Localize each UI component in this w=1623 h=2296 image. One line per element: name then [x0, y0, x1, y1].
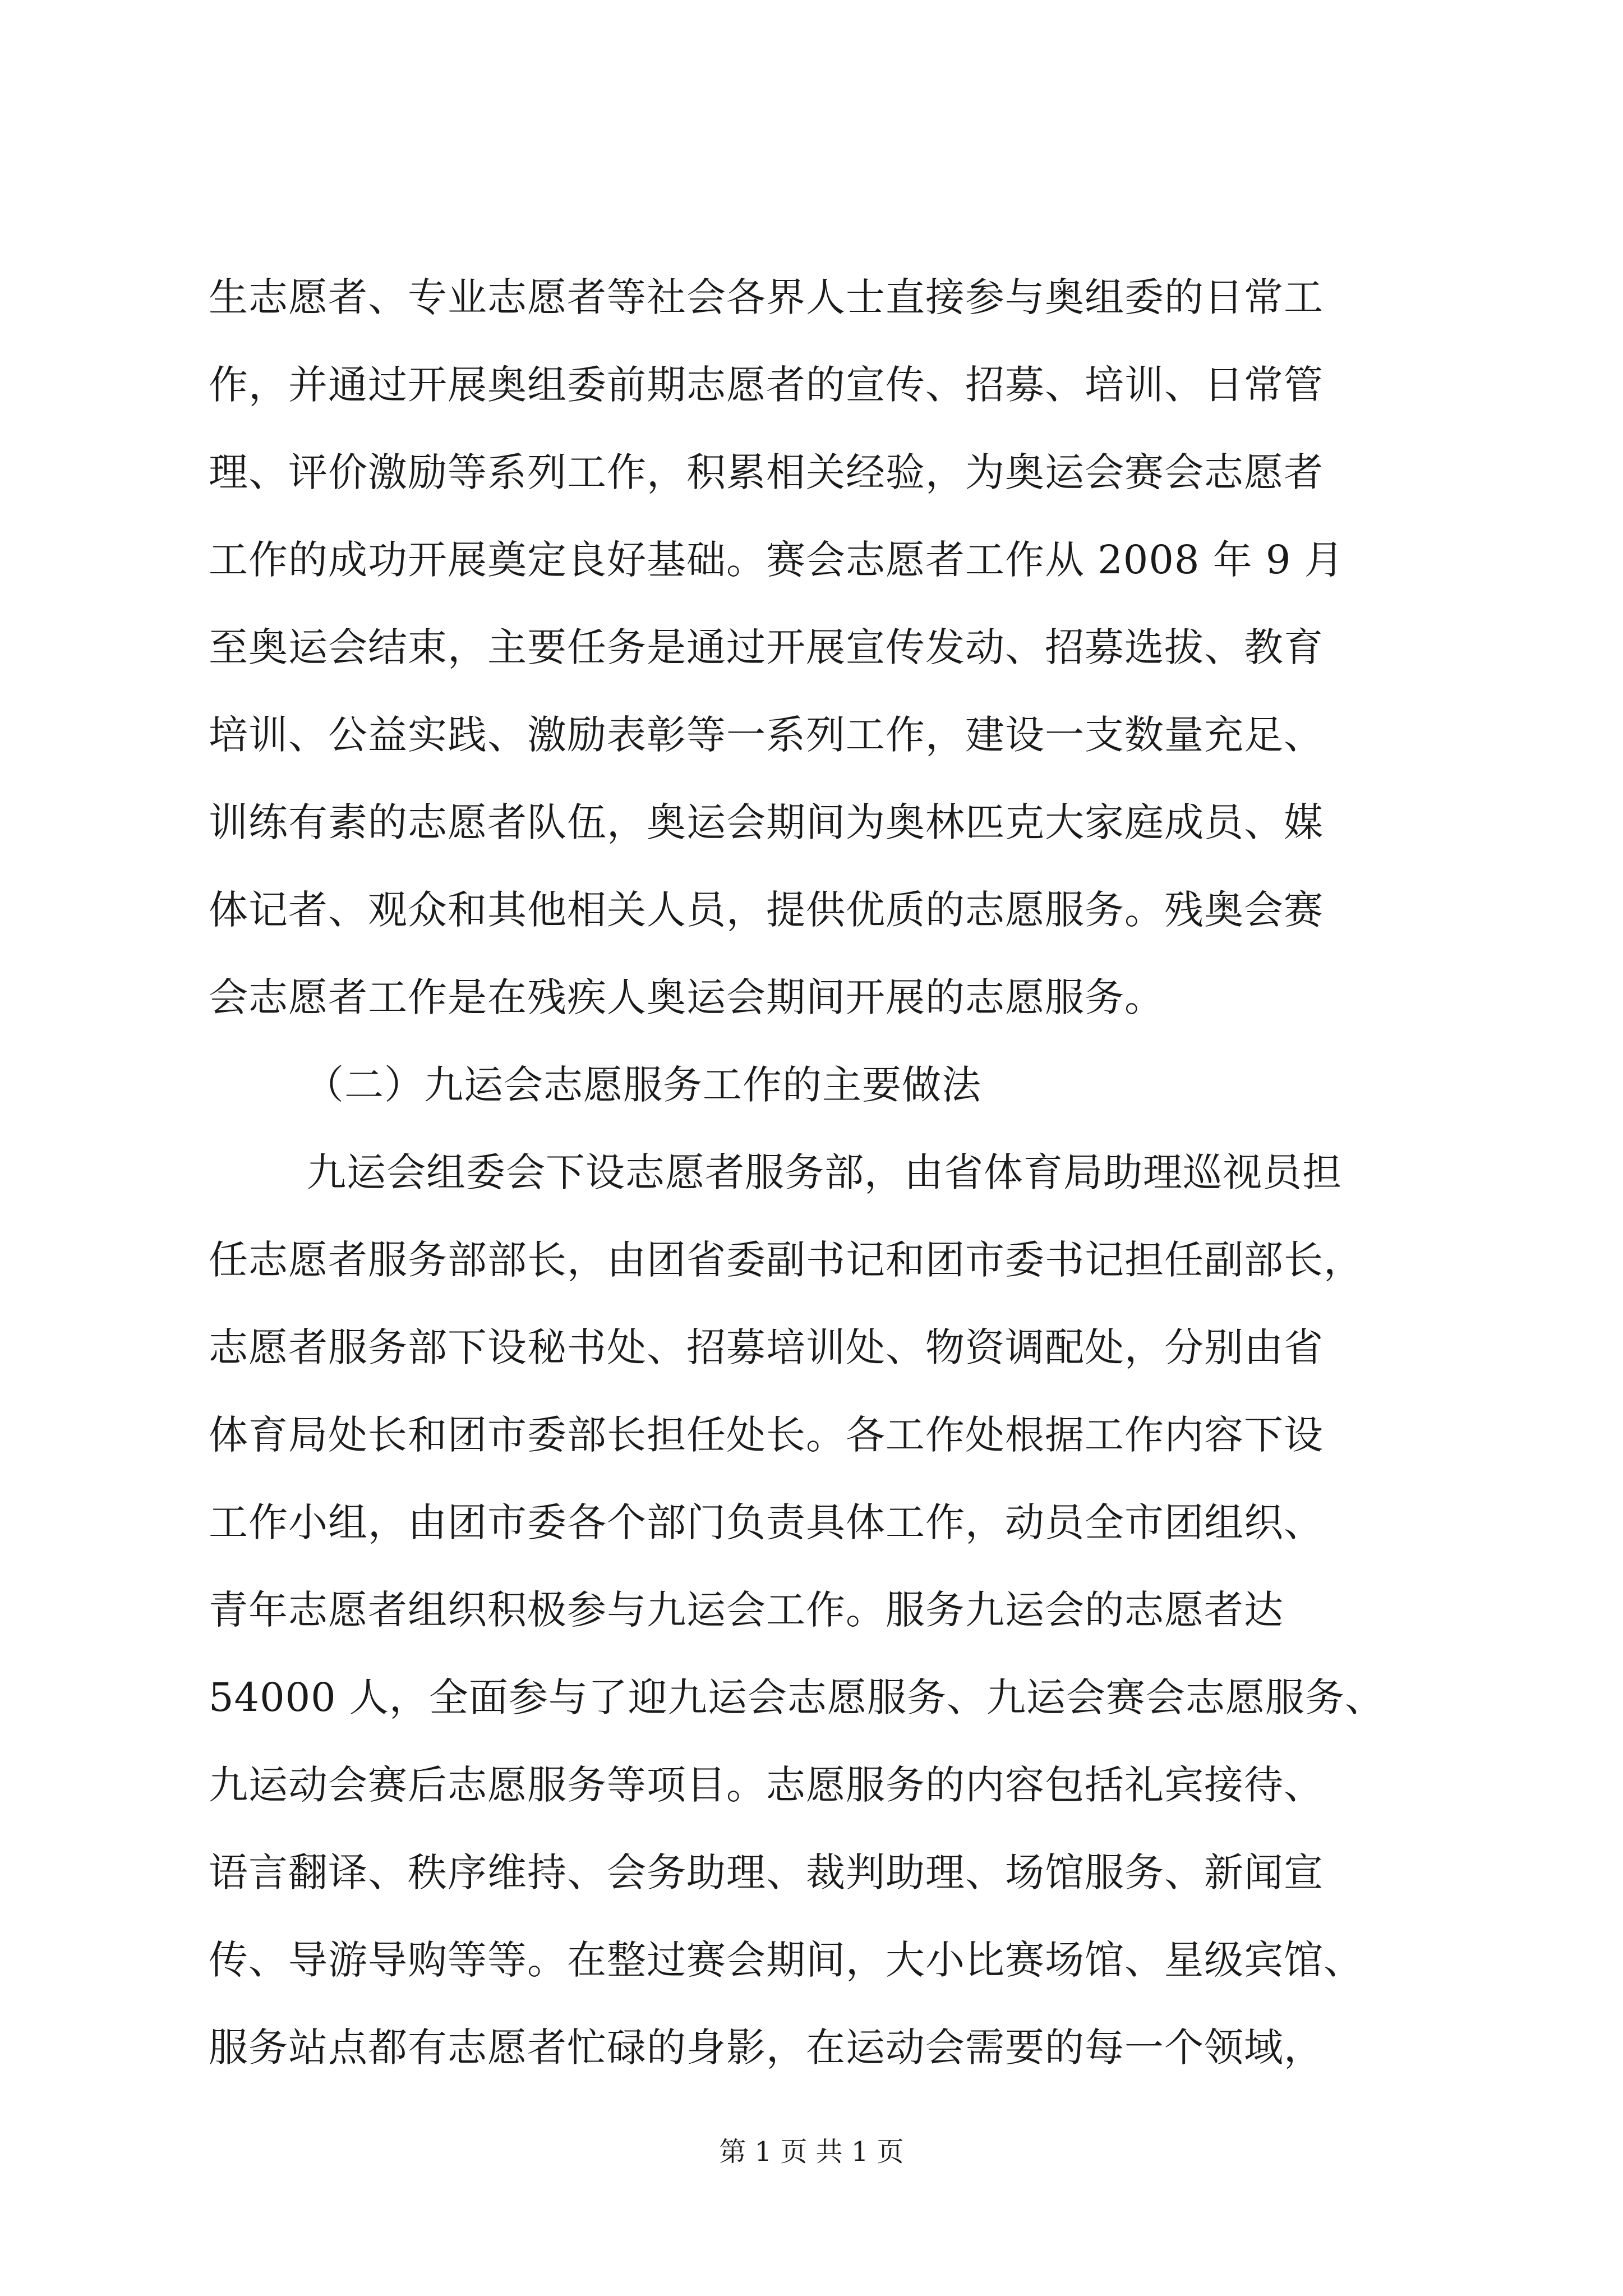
paragraph-line: 体记者、观众和其他相关人员，提供优质的志愿服务。残奥会赛 — [209, 887, 1324, 933]
paragraph-line: 训练有素的志愿者队伍，奥运会期间为奥林匹克大家庭成员、媒 — [209, 799, 1324, 845]
paragraph-line: 工作小组，由团市委各个部门负责具体工作，动员全市团组织、 — [209, 1499, 1324, 1545]
paragraph-line: 传、导游导购等等。在整过赛会期间，大小比赛场馆、星级宾馆、 — [209, 1937, 1363, 1983]
paragraph-line: 体育局处长和团市委部长担任处长。各工作处根据工作内容下设 — [209, 1412, 1324, 1458]
paragraph-line: 至奥运会结束，主要任务是通过开展宣传发动、招募选拔、教育 — [209, 624, 1324, 670]
paragraph-line: 培训、公益实践、激励表彰等一系列工作，建设一支数量充足、 — [209, 712, 1324, 758]
paragraph-line: 语言翻译、秩序维持、会务助理、裁判助理、场馆服务、新闻宣 — [209, 1849, 1324, 1895]
paragraph-line: 工作的成功开展奠定良好基础。赛会志愿者工作从 2008 年 9 月 — [209, 537, 1344, 583]
page-footer: 第 1 页 共 1 页 — [719, 2136, 904, 2168]
paragraph-line: 任志愿者服务部部长，由团省委副书记和团市委书记担任副部长， — [209, 1237, 1363, 1283]
paragraph-line: 54000 人，全面参与了迎九运会志愿服务、九运会赛会志愿服务、 — [209, 1674, 1385, 1720]
paragraph-line: 九运会组委会下设志愿者服务部，由省体育局助理巡视员担 — [307, 1149, 1342, 1195]
paragraph-line: 九运动会赛后志愿服务等项目。志愿服务的内容包括礼宾接待、 — [209, 1762, 1324, 1808]
paragraph-line: 会志愿者工作是在残疾人奥运会期间开展的志愿服务。 — [209, 974, 1164, 1020]
paragraph-line: 作，并通过开展奥组委前期志愿者的宣传、招募、培训、日常管 — [209, 362, 1324, 408]
section-heading: （二）九运会志愿服务工作的主要做法 — [305, 1062, 981, 1108]
paragraph-line: 志愿者服务部下设秘书处、招募培训处、物资调配处，分别由省 — [209, 1324, 1324, 1370]
paragraph-line: 服务站点都有志愿者忙碌的身影，在运动会需要的每一个领域， — [209, 2024, 1324, 2070]
paragraph-line: 青年志愿者组织积极参与九运会工作。服务九运会的志愿者达 — [209, 1587, 1284, 1633]
paragraph-line: 理、评价激励等系列工作，积累相关经验，为奥运会赛会志愿者 — [209, 449, 1324, 495]
paragraph-line: 生志愿者、专业志愿者等社会各界人士直接参与奥组委的日常工 — [209, 274, 1324, 320]
